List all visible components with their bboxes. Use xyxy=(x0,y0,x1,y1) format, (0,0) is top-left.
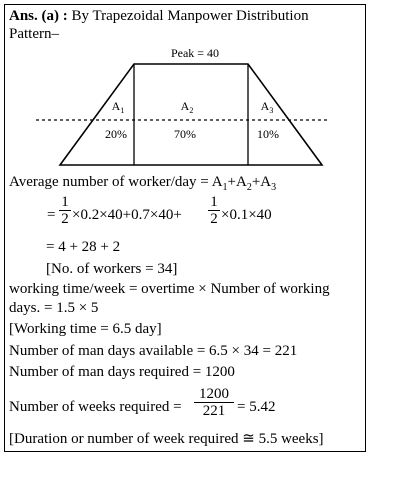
workers-line: [No. of workers = 34] xyxy=(46,261,178,277)
area-label-a1: $A_1$ xyxy=(111,99,125,115)
trapezoid-diagram xyxy=(30,40,330,170)
weeks-fraction: 1200 221 xyxy=(194,386,234,419)
header-line-2: Pattern– xyxy=(9,26,59,42)
average-workers-line: Average number of worker/day = $A_1+A_2+A_3$ xyxy=(9,174,277,193)
weeks-result: = 5.42 xyxy=(237,399,276,415)
man-days-available: Number of man days available = 6.5 × 34 = 221 xyxy=(9,343,298,359)
percent-a2: 70% xyxy=(174,127,196,141)
working-time-result: [Working time = 6.5 day] xyxy=(9,321,162,337)
percent-a1: 20% xyxy=(105,127,127,141)
fraction-half-2: 1 2 xyxy=(208,194,220,227)
peak-label: Peak = 40 xyxy=(170,46,220,60)
equation-term-1: ×0.2×40+0.7×40+ xyxy=(72,207,182,223)
fraction-half-1: 1 2 xyxy=(59,194,71,227)
answer-label: Ans. (a) : xyxy=(9,8,68,24)
area-label-a3: $A_3$ xyxy=(260,99,274,115)
sum-line: = 4 + 28 + 2 xyxy=(46,239,121,255)
working-time-line-2: days. = 1.5 × 5 xyxy=(9,300,99,316)
equation-term-2: ×0.1×40 xyxy=(221,207,272,223)
header-line-1 xyxy=(9,8,309,25)
working-time-line-1: working time/week = overtime × Number of working xyxy=(9,281,330,297)
area-label-a2: $A_2$ xyxy=(180,99,194,115)
man-days-required: Number of man days required = 1200 xyxy=(9,364,235,380)
equation-equals: = xyxy=(47,207,56,223)
weeks-required-label: Number of weeks required = xyxy=(9,399,182,415)
duration-line: [Duration or number of week required ≅ 5.5 weeks] xyxy=(9,431,324,447)
percent-a3: 10% xyxy=(257,127,279,141)
header-title: By Trapezoidal Manpower Distribution xyxy=(71,8,309,24)
